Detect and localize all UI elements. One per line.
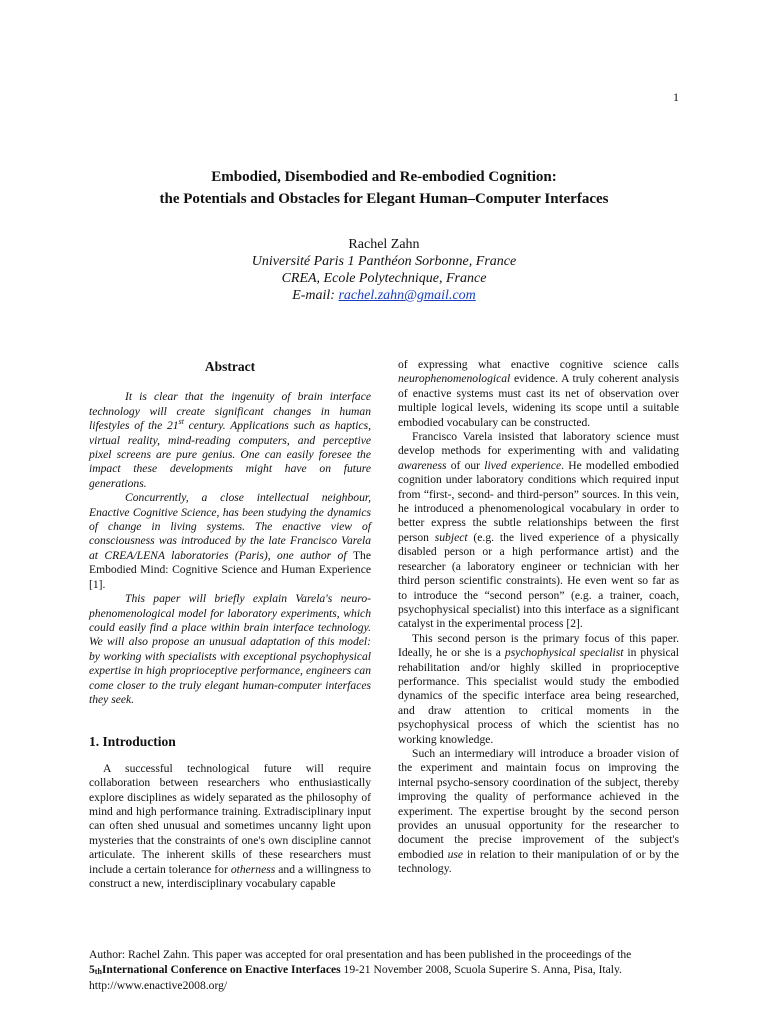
right-paragraph-2	[398, 430, 679, 632]
conference-url[interactable]: http://www.enactive2008.org/	[89, 979, 228, 993]
abstract-section	[89, 360, 371, 707]
email-link[interactable]: rachel.zahn@gmail.com	[338, 288, 476, 303]
page-number: 1	[673, 90, 679, 104]
abstract-p2-book-title: The Embodied Mind: Cognitive Science and Human Experience [1].	[89, 548, 371, 591]
author-block	[0, 236, 768, 304]
right-paragraph-4	[398, 747, 679, 877]
right-p2-text-a: Francisco Varela insisted that laboratory science must develop methods for experimenting with and validating	[398, 430, 679, 458]
right-p2-text-c: . He modelled embodied cognition under laboratory conditions which required input from “first-, second- and third-person” sources. In this vein, he introduced a phenomenological vocabulary in order to better express the subtle relationships between the first person	[398, 458, 679, 544]
abstract-paragraph-2	[89, 491, 371, 592]
intro-p1-emphasis: otherness	[230, 862, 276, 876]
footnote-rest: 19-21 November 2008, Scuola Superire S. Anna, Pisa, Italy.	[340, 962, 622, 976]
author-name: Rachel Zahn	[348, 237, 420, 252]
right-p1-text-b: evidence. A truly coherent analysis of enactive systems must cast its net of observation over multiple logical levels, widening its scope until a suitable embodied vocabulary can be constructed.	[398, 372, 679, 429]
right-p4-emphasis: use	[447, 847, 464, 861]
right-p2-text-d: (e.g. the lived experience of a physically disabled person or a high performance artist) and the researcher (a laboratory engineer or technician with her third person scientific constraints). He even went so far as to introduce the “second person” (e.g. a trainer, coach, psychophysical specialist) into this interface as a significant catalyst in the experimental process [2].	[398, 530, 679, 631]
paper-title	[0, 166, 768, 210]
email-line	[0, 287, 768, 304]
right-paragraph-3	[398, 632, 679, 747]
email-label: E-mail:	[292, 288, 339, 303]
introduction-heading: 1. Introduction	[89, 734, 176, 750]
conference-name: International Conference on Enactive Interfaces	[101, 962, 341, 976]
right-paragraph-1	[398, 358, 679, 430]
right-p2-emphasis-2: lived experience	[484, 458, 562, 472]
right-p3-text-a: This second person is the primary focus of this paper. Ideally, he or she is a	[398, 631, 679, 660]
right-p3-text-b: in physical rehabilitation and/or highly skilled in proprioceptive performance. This specialist would study the embodied dynamics of the specific interface area being researched, and draw attention to critical moments in the psychophysical process of which the scientist has no working knowledge.	[398, 646, 679, 746]
right-p2-text-b: of our	[446, 458, 485, 472]
abstract-p1-superscript: st	[178, 417, 184, 427]
introduction-body	[89, 762, 371, 892]
right-p2-emphasis-3: subject	[434, 530, 468, 544]
title-line-2: the Potentials and Obstacles for Elegant Human–Computer Interfaces	[159, 191, 609, 207]
abstract-paragraph-3: This paper will briefly explain Varela's neuro-phenomenological model for laboratory experiments, which could easily find a place within brain interface technology. We will also propose an unusual adaptation of this model: by working with specialists with exceptional psychophysical expertise in high proprioceptive performance, engineers can come closer to the truly elegant human-computer interfaces they seek.	[89, 592, 371, 706]
introduction-paragraph-1	[89, 762, 371, 892]
intro-p1-text-b: and a willingness to construct a new, interdisciplinary vocabulary capable	[89, 862, 371, 890]
title-line-1: Embodied, Disembodied and Re-embodied Cognition:	[211, 169, 557, 185]
right-p1-emphasis: neurophenomenological	[398, 372, 511, 386]
abstract-p1-text-b: century. Applications such as haptics, virtual reality, mind-reading computers, and perceptive pixel screens are pure genius. One can easily foresee the impact these developments might have on future generations.	[89, 419, 371, 490]
abstract-p1-text-a: It is clear that the ingenuity of brain interface technology will create significant changes in human lifestyles of the 21	[89, 390, 371, 433]
footnote-line-2	[89, 963, 689, 980]
left-column	[89, 360, 371, 891]
abstract-p2-text: Concurrently, a close intellectual neighbour, Enactive Cognitive Science, has been studying the dynamics of change in living systems. The enactive view of consciousness was introduced by the late Francisco Varela at CREA/LENA laboratories (Paris), one author of	[89, 491, 371, 562]
right-p3-emphasis: psychophysical specialist	[504, 646, 624, 660]
abstract-heading: Abstract	[204, 359, 256, 374]
right-p4-text-a: Such an intermediary will introduce a broader vision of the experiment and maintain focus on improving the internal psycho-sensory coordination of the subject, thereby improving the quality of performance achieved in the experiment. The expertise brought by the second person provides an unusual opportunity for the researcher to document the precise improvement of the subject's embodied	[398, 746, 679, 861]
right-column	[398, 358, 679, 877]
right-p4-text-b: in relation to their manipulation of or by the technology.	[398, 847, 679, 876]
footnote-line-1: Author: Rachel Zahn. This paper was accepted for oral presentation and has been published in the proceedings of the	[89, 948, 632, 961]
affiliation-2: CREA, Ecole Polytechnique, France	[281, 271, 487, 286]
intro-p1-text-a: A successful technological future will require collaboration between researchers who enthusiastically explore disciplines as widely separated as the philosophy of mind and high performance training. Extradisciplinary input can often shed unusual and sometimes uncanny light upon mysteries that the constraints of one's own discipline cannot articulate. The inherent skills of these researchers must include a certain tolerance for	[89, 761, 371, 876]
affiliation-1: Université Paris 1 Panthéon Sorbonne, France	[251, 254, 517, 269]
right-p1-text-a: of expressing what enactive cognitive science calls	[398, 358, 679, 371]
author-footnote	[89, 948, 689, 994]
abstract-paragraph-1	[89, 390, 371, 491]
footnote-number-suffix: th	[94, 966, 102, 976]
right-p2-emphasis-1: awareness	[398, 458, 447, 472]
footnote-number: 5	[89, 962, 95, 976]
